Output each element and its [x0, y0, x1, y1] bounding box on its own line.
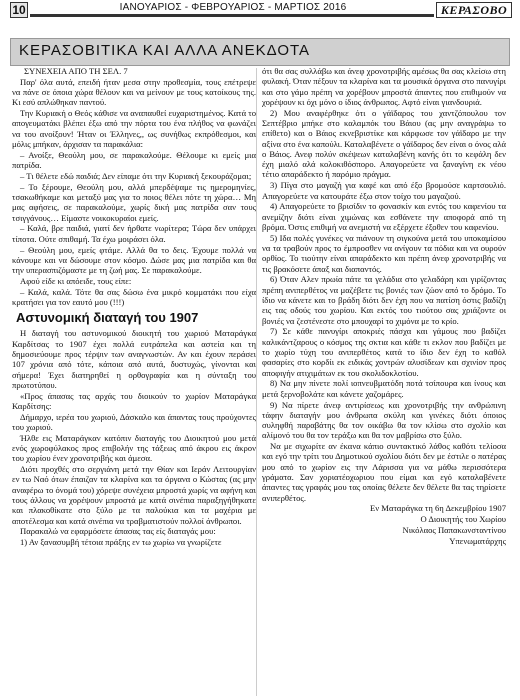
article-paragraph: – Καλά, βρε παιδιά, γιατί δεν ήρθατε νωρίτερα; Τώρα δεν υπάρχει τίποτα. Ούτε σπιθαμή. Τα έχω μοιράσει όλα. — [12, 223, 256, 244]
column-divider — [256, 68, 257, 696]
page-header — [0, 0, 520, 20]
article-paragraph: – Καλά, καλά. Τότε θα σας δώσω ένα μικρό κομματάκι που είχα κρατήσει για τον εαυτό μου (!!!) — [12, 286, 256, 308]
article-paragraph: – Ανοίξε, Θεούλη μου, σε παρακαλούμε. Θέλουμε κι εμείς μια πατρίδα. — [12, 149, 256, 171]
publication-logo: ΚΕΡΑΣΟΒΟ — [436, 2, 512, 18]
decree-paragraph: 2) Μου αναφέρθηκε ότι ο γάϊδαρος του χαντζόπουλου τον Σεπτέβριο μπήκε στο καλαμπόκ του Βάιου (ας μην αναγράψω το επίθετο) και ο Βάιος εκνεβριστίκε και κάρφωσε τον γάϊδαρο με την αξίνα στο ένα καπούλι. Καταλαβένετε ο γάϊδαρος δεν είναι ο όνος αλά ο Βάιος. Ανεφ πολύν σκέψεων καταλαβένη κανής ότι το κεφάλη δεν έχη μιαλό αλά κολοκιθόσπορο. Απαγορεύετε να ξαναγίνη εκ νέου τέτιο απαράδεκτο ή παρόμιο πράγμα. — [262, 107, 506, 180]
decree-paragraph: Διότι προχθές στο σεργιάνη μετά την Θίαν και Ιεράν Λειτουργίαν εν τω Ναό ότων έπαιζαν τα κλαρίνα και τα όργανα ο Κώστας (ας μην αναφέρω το όνομά του) χόρεψε συνέχεια μπροστά χωρίς να αφήνη και τους άλλους να χορέψουν μπροστά με κατά σινέπια παραξηγήθηκατε και πλακοθίκατε στο ξύλο με τα παλούκια και τα μαχέρια με αποτέλεσμα και κατά σινέπια να τραβματιστούν πολλοί άνθρωποι. — [12, 464, 256, 526]
article-paragraph: – Θεούλη μου, εμείς φτάμε. Αλλά θα το δεις. Έχουμε πολλά να κάνουμε και να δώσουμε στον κόσμο. Δώσε μας μια πατρίδα και θα την υπερασπιζόμαστε με τη ζωή μας. Σε παρακαλούμε. — [12, 244, 256, 276]
article-paragraph: Αφού είδε κι απόειδε, τους είπε: — [20, 275, 132, 286]
signature-name: Νικόλαος Παπακωνσταντίνου — [402, 525, 506, 536]
signature-date: Εν Ματαράγκα τη 6η Δεκεμβρίου 1907 — [370, 503, 506, 514]
issue-date-line: ΙΑΝΟΥΑΡΙΟΣ - ΦΕΒΡΟΥΑΡΙΟΣ - ΜΑΡΤΙΟΣ 2016 — [40, 2, 426, 13]
decree-paragraph: 1) Αν ξανασυμβή τέτοια πράξης εν τω χωρίω να γνωρίζετε — [20, 537, 222, 548]
left-column — [12, 66, 256, 548]
continued-note: ΣΥΝΕΧΕΙΑ ΑΠΟ ΤΗ ΣΕΛ. 7 — [24, 66, 128, 76]
article-paragraph: – Τι θέλετε εδώ παιδιά; Δεν είπαμε ότι την Κυριακή ξεκουράζομαι; — [20, 170, 252, 181]
decree-paragraph: ότι θα σας συλλάβω και άνεφ χρονοτριβής αμέσως θα σας κλείσω στη φυλακή. Όταν πέξουν τα κλαρίνα και τα μουσικά όργανα στο πανυγίρι και στο γάμο πρέπη να χορέβουν μπροστά άπαντες που επιθιμούν να χορέψουν κι όχι μόνο ο ίδιος άνθρωπος. Αφτό είναι γιανδουριά. — [262, 66, 506, 107]
page-number: 10 — [10, 2, 28, 18]
article-paragraph: Την Κυριακή ο Θεός κάθισε να αναπαυθεί ευχαριστημένος. Κατά το απογευματάκι βλέπει έξω από την πόρτα του ένα πλήθος να φωνάζει να του ανοίξουν! Ήταν οι Έλληνες,, ως συνήθως εκπρόθεσμοι, και μόλις μπήκαν, άρχισαν τα παρακάλια: — [12, 108, 256, 150]
header-rule — [30, 14, 434, 17]
signature-title: Ο Διοικητής του Χωρίου — [420, 514, 506, 525]
article-banner-title: ΚΕΡΑΣΟΒΙΤΙΚΑ ΚΑΙ ΑΛΛΑ ΑΝΕΚΔΟΤΑ — [10, 38, 510, 66]
decree-paragraph: Ήλθε εις Ματαράγκαν κατόπιν διαταγής του Διοικητού μου μετά ενός χωροφύλακος προς επιβολήν της τάξεως από άκρου εις άκρον του χωρίου ένεν χρονοτριβής και άμεσα. — [12, 432, 256, 464]
article-paragraph: – Το ξέρουμε, Θεούλη μου, αλλά μπερδέψαμε τις ημερομηνίες, τσακωθήκαμε και μεταξύ μας για το ποιος θέλει πότε τη χώρα… Μη μας αφήσεις, σε παρακαλούμε, χωρίς δική μας πατρίδα σαν τους τσιγγάνους… Είμαστε νοικοκυραίοι εμείς. — [12, 181, 256, 223]
decree-paragraph: 6) Όταν Αλεν πρωία πάτε τα γελάδια στο γελαδάρη και γιρίζοντας πρέπη ανιπερθέτος να μαζέβετε τις βονιές των ζώον από το δρόμο. Το ίδιο να κάνετε και το βράδη διότι δεν έχη που να πατίση όστις βαδίζη εις τας οδούς του χωρίου. Και εκτός του τιούτου σας χριάζοντε οι βονιές να ζεστένεστε στο μπουχαρί το χιμόνα με το κρίο. — [262, 274, 506, 326]
article-paragraph: Παρ' όλα αυτά, επειδή ήταν μεσα στην προθεσμία, τους επέτρεψε να πάνε σε όποια χώρα θέλουν και να μείνουν με τους κατοίκους της. Κι εσύ απλώθηκαν παντού. — [12, 76, 256, 108]
decree-paragraph: 7) Σε κάθε πανυγίρι αποκριές πάσχα και γάμους που βαδίζει καλικάντζαρους ο κόσμος της σκτια και κάθε τι εκλον που βαδίζει με το χωρίο τύχη του ανιπερθέτος κατά το ίδιο δεν έχη το καθόλ φασαρίες στο κορδίι εκ ειδικάς χοντρών αλυσίδεων και σχινίον προς αποφιγήν ατιχιμάτων εκ του σκολιδοκλοτίου. — [262, 326, 506, 378]
decree-paragraph: 9) Να πίρετε άνεφ αντιρίσεως και χρονοτριβής την ανθρώπινη τάφην διαταγήν μου άνθρωπα σκύλη και γινέκες διότι όποιος συληφθή παραβάτης θα τον οικάβω θα τον κλίσω στο σχολίο και αλίμονό του θα τον τεράξω και θα τον μαβρίσω στο ξύλο. — [262, 399, 506, 441]
decree-paragraph: 8) Να μην πίνετε πολί ιοπνευβματόδη ποτά τσίπουρα και ίνους και μετά ξερνοβολάτε και κάνετε χαζομάρες. — [262, 378, 506, 399]
decree-heading: Αστυνομική διαταγή του 1907 — [16, 310, 199, 326]
decree-paragraph: Δήμαρχο, ιερέα του χωριού, Δάσκαλο και άπαντας τους προύχοντες του χωριού. — [12, 411, 256, 432]
decree-paragraph: 3) Πίγα στο μαγαζή για καφέ και από έξο βρομούσε καρτσουλιό. Απαγορεύετε να κατουράτε έξω στον τοίχο του μαγαζιού. — [262, 180, 506, 201]
decree-paragraph: «Προς άπασας τας αρχάς του διοικούν το χωρίον Ματαράγκα Καρδίτσης: — [12, 390, 256, 411]
decree-paragraph: 4) Απαγορεύετε το βρισίδιν το φονασκίν και εντός του καφενίου τα ανεμίζην διότι είναι χιμώνας και εσθάνετε την αποφορά από τη βρόμα. Όστις επιθιμή να ανεμιστή να εξέρχετε έξοθεν του καφενίου. — [262, 201, 506, 232]
right-column — [262, 66, 506, 547]
decree-paragraph: Να με σιχωρίτε αν έκανα κάπιο συντακτικό λάθος καθότι τελίοσα και εγό την τρίτι του Δημοτικού σχολίου διότι δεν με έστιλε ο πατέρας μου από το χωρίον εις την Λάρισσα για να μάθω περισσότερα γράματα. Σαν χοριατέοχωριου που είμαι και εγό καταλαβένετε άπαντες τας γραφάς μου τας οποίας θέλετε δεν θέλετε θα τας τηρίσετε ανιπερθέτος. — [262, 441, 506, 503]
decree-paragraph: Παρακαλώ να εφαρμόσετε άπασας τας είς διαταγάς μου: — [20, 526, 216, 537]
signature-rank: Υπενωματάρχης — [449, 535, 506, 546]
decree-paragraph: Η διαταγή του αστυνομικού διοικητή του χωριού Ματαράγκα Καρδίτσας το 1907 έχει πολλά ευτράπελα και αστεία και τη δημοσιεύουμε προς τέρψιν των αναγνωστών. Αν και έχουν περάσει 107 χρόνια από τότε, κάποια από αυτά, δυστυχώς, γίνονται και σήμερα! Έχει διατηρηθεί η ορθογραφία και η σύνταξη του πρωτοτύπου. — [12, 328, 256, 390]
decree-paragraph: 5) Ιδα πολές γυνέκες να πιάνουν τη σιγκούνα μετά του υποκαμίσου να τα τραβούν προς το έμπροσθεν να ανίγουν τα πόδια και να ουρούν ορθίος. Το τιούτην είναι απαράδεκτο και πρέπη άνεφ χρονοτριβής να τις βρακόσετε άπαξ και διαπαντός. — [262, 232, 506, 274]
